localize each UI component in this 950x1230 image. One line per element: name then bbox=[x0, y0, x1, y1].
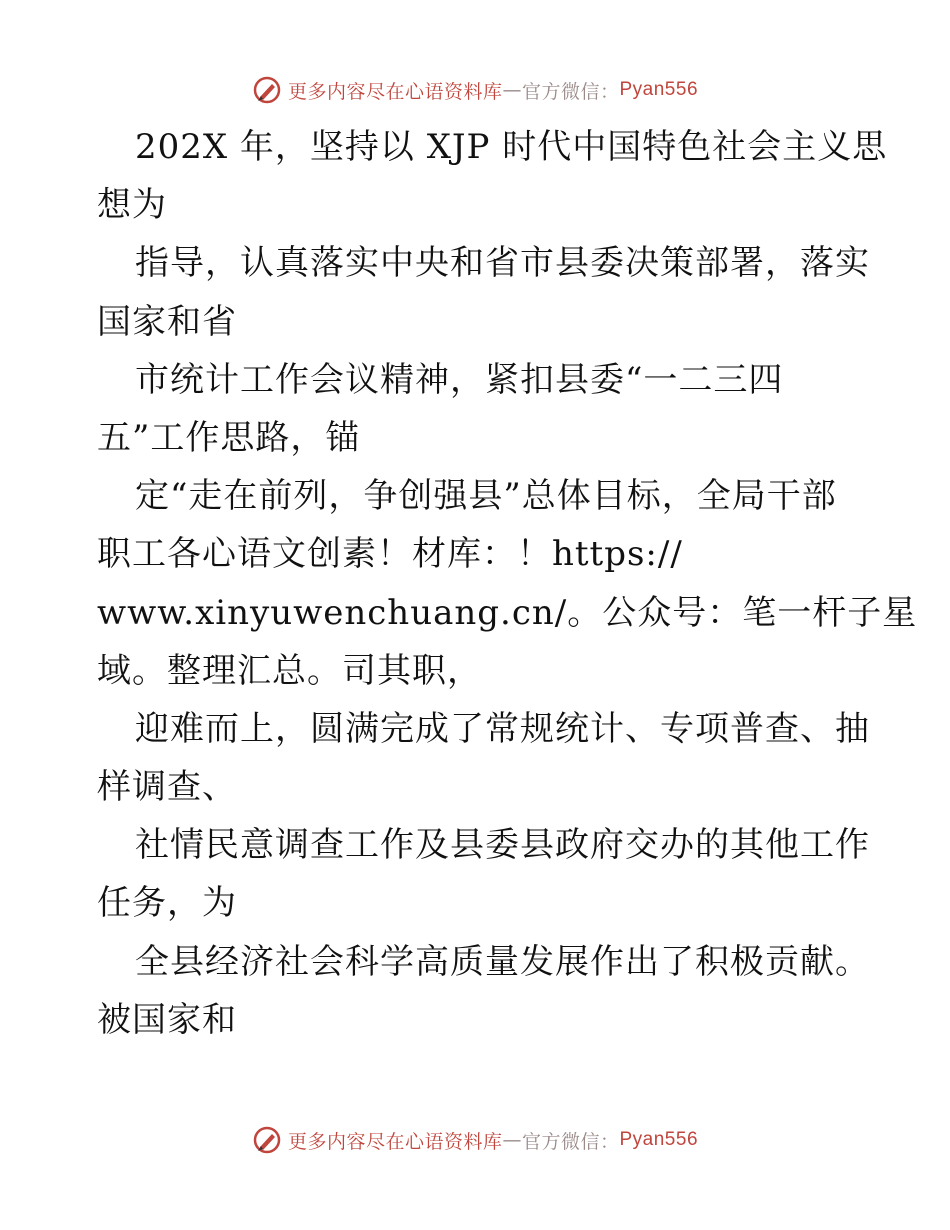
watermark-dash: — bbox=[502, 1129, 522, 1151]
text-line: 迎难而上，圆满完成了常规统计、专项普查、抽 bbox=[135, 708, 870, 749]
watermark-wechat-id: Pyan556 bbox=[619, 79, 699, 100]
text-line: 国家和省 bbox=[97, 301, 237, 342]
text-line: 职工各心语文创素！材库：！https:// bbox=[97, 534, 683, 575]
text-line: 202X 年，坚持以 XJP 时代中国特色社会主义思 bbox=[135, 127, 888, 167]
footer-watermark bbox=[0, 1120, 950, 1160]
watermark-main-text: 更多内容尽在心语资料库 bbox=[287, 1130, 503, 1153]
watermark-main-text: 更多内容尽在心语资料库 bbox=[287, 80, 503, 103]
text-line: 任务，为 bbox=[97, 883, 237, 924]
header-watermark bbox=[0, 70, 950, 110]
text-line: 定“走在前列，争创强县”总体目标，全局干部 bbox=[135, 476, 837, 517]
watermark-dash: — bbox=[502, 79, 522, 101]
text-line: 想为 bbox=[97, 185, 167, 226]
watermark-sub-text: 官方微信： bbox=[521, 80, 620, 103]
text-line: 指导，认真落实中央和省市县委决策部署，落实 bbox=[135, 243, 870, 284]
text-line: 五”工作思路，锚 bbox=[97, 417, 361, 458]
text-line: 被国家和 bbox=[97, 999, 237, 1040]
text-line: 全县经济社会科学高质量发展作出了积极贡献。 bbox=[135, 941, 870, 982]
text-line: 市统计工作会议精神，紧扣县委“一二三四 bbox=[135, 359, 784, 400]
watermark-wechat-id: Pyan556 bbox=[619, 1129, 699, 1150]
document-body bbox=[97, 118, 918, 1049]
watermark-sub-text: 官方微信： bbox=[521, 1130, 620, 1153]
pen-logo-icon bbox=[252, 75, 282, 105]
pen-logo-icon bbox=[252, 1125, 282, 1155]
text-line: www.xinyuwenchuang.cn/。公众号：笔一杆子星 bbox=[97, 592, 918, 633]
text-line: 域。整理汇总。司其职， bbox=[97, 650, 482, 691]
text-line: 社情民意调查工作及县委县政府交办的其他工作 bbox=[135, 825, 870, 866]
text-line: 样调查、 bbox=[97, 767, 237, 808]
